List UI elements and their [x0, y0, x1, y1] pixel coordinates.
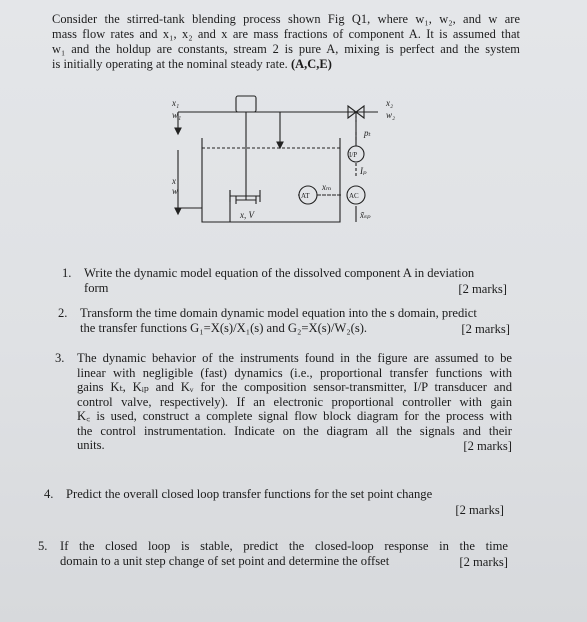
- label-pt: pₜ: [364, 128, 371, 138]
- question-4: [44, 487, 504, 517]
- vp-label: I/P: [349, 151, 358, 159]
- section-tags: (A,C,E): [290, 57, 332, 71]
- label-x: x: [172, 176, 176, 186]
- question-line: gains Kₜ, Kᵢₚ and Kᵥ for the composition sensor-transmitter, I/P transducer and: [77, 380, 512, 394]
- label-w1: w₁: [172, 110, 182, 120]
- question-2: [58, 306, 510, 336]
- label-xm: xₘ: [322, 182, 332, 192]
- intro-line-3: w₁ and the holdup are constants, stream 2 is pure A, mixing is perfect and the system: [52, 42, 520, 56]
- marks-badge: [2 marks]: [458, 281, 507, 296]
- question-number: 4.: [44, 487, 54, 501]
- problem-statement: [52, 12, 520, 72]
- intro-line-1: Consider the stirred-tank blending process shown Fig Q1, where w₁, w₂, and w are: [52, 12, 520, 26]
- mixer-motor: [236, 96, 256, 112]
- label-xv: x, V: [240, 210, 254, 220]
- marks-badge: [2 marks]: [459, 554, 508, 569]
- question-line: Transform the time domain dynamic model equation into the s domain, predict: [80, 306, 477, 320]
- question-number: 2.: [58, 306, 68, 320]
- question-1: [62, 266, 507, 296]
- question-line: Write the dynamic model equation of the dissolved component A in deviation: [84, 266, 475, 280]
- inlet-arrow-1: [175, 128, 181, 134]
- question-line: domain to a unit step change of set point and determine the offset: [60, 553, 390, 568]
- label-x2: x₂: [386, 98, 394, 108]
- tank-wall: [202, 138, 340, 222]
- marks-badge: [2 marks]: [463, 438, 512, 453]
- question-line: units.: [77, 438, 105, 452]
- marks-badge: [2 marks]: [461, 321, 510, 336]
- question-line: K꜀ is used, construct a complete signal flow block diagram for the process with: [77, 409, 512, 423]
- question-line: form: [84, 280, 109, 295]
- question-line: The dynamic behavior of the instruments found in the figure are assumed to be: [77, 351, 512, 365]
- question-line: linear with negligible (fast) dynamics (i.e., proportional transfer functions with: [77, 365, 512, 380]
- question-line: Predict the overall closed loop transfer functions for the set point change: [66, 487, 433, 501]
- label-w: w: [172, 186, 179, 196]
- intro-line-2: mass flow rates and x₁, x₂ and x are mass fractions of component A. It is assumed that: [52, 27, 520, 41]
- question-line: the control instrumentation. Indicate on the diagram all the signals and their: [77, 423, 512, 438]
- marks-badge: [2 marks]: [455, 502, 504, 517]
- question-line: the transfer functions G₁=X(s)/X₁(s) and G₂=X(s)/W₂(s).: [80, 320, 368, 335]
- intro-line-4: is initially operating at the nominal steady rate. (A,C,E): [52, 57, 332, 71]
- question-number: 3.: [55, 351, 65, 365]
- label-w2: w₂: [386, 110, 396, 120]
- question-line: control valve, respectively). If an electronic proportional controller with gain: [77, 394, 512, 409]
- label-xsp: x̃ₛₚ: [360, 210, 371, 220]
- question-line: If the closed loop is stable, predict the closed-loop response in the time: [60, 539, 508, 553]
- question-5: [38, 539, 508, 569]
- label-x1: x₁: [172, 98, 180, 108]
- question-number: 5.: [38, 539, 48, 553]
- question-number: 1.: [62, 266, 72, 280]
- stirred-tank-diagram: [150, 90, 420, 250]
- question-3: [55, 351, 512, 453]
- label-ip: Iₚ: [360, 166, 367, 176]
- ac-label: AC: [349, 192, 359, 200]
- at-label: AT: [301, 192, 310, 200]
